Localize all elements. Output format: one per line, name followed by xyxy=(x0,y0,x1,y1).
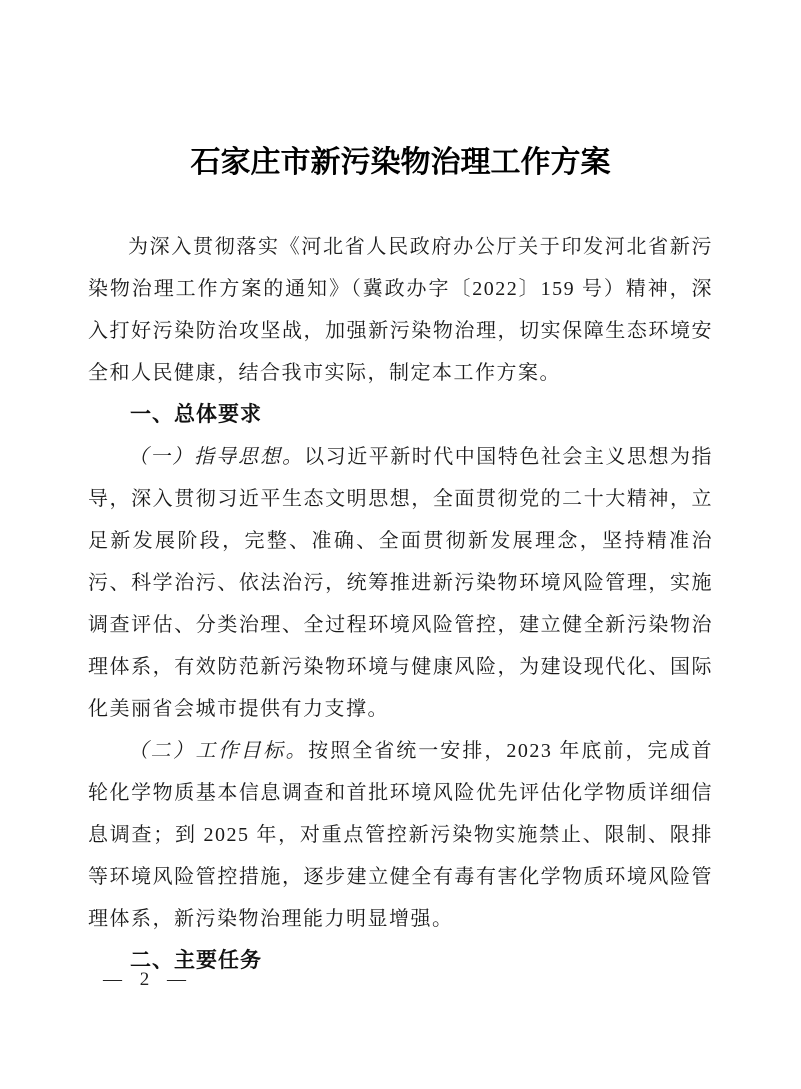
item-guiding-ideology-lead: （一）指导思想。 xyxy=(128,446,305,468)
section-heading-overall-requirements: 一、总体要求 xyxy=(130,403,262,426)
item-work-goals-lead: （二）工作目标。 xyxy=(128,740,309,762)
page-number: — 2 — xyxy=(103,969,188,990)
item-work-goals-body: 按照全省统一安排，2023 年底前，完成首轮化学物质基本信息调查和首批环境风险优先评估化学物质详细信息调查；到 2025 年，对重点管控新污染物实施禁止、限制、限排等环境风险管控措施，逐步建立健全有毒有害化学物质环境风险管理体系，新污染物治理能力明显增强。 xyxy=(88,740,714,930)
document-title: 石家庄市新污染物治理工作方案 xyxy=(190,146,611,179)
intro-paragraph: 为深入贯彻落实《河北省人民政府办公厅关于印发河北省新污染物治理工作方案的通知》（冀政办字〔2022〕159 号）精神，深入打好污染防治攻坚战，加强新污染物治理，切实保障生态环境安全和人民健康，结合我市实际，制定本工作方案。 xyxy=(88,236,713,384)
item-guiding-ideology xyxy=(88,436,713,730)
item-guiding-ideology-body: 以习近平新时代中国特色社会主义思想为指导，深入贯彻习近平生态文明思想，全面贯彻党的二十大精神，立足新发展阶段，完整、准确、全面贯彻新发展理念，坚持精准治污、科学治污、依法治污，统筹推进新污染物环境风险管理，实施调查评估、分类治理、全过程环境风险管控，建立健全新污染物治理体系，有效防范新污染物环境与健康风险，为建设现代化、国际化美丽省会城市提供有力支撑。 xyxy=(88,446,714,720)
section-heading-main-tasks: 二、主要任务 xyxy=(130,949,262,972)
item-work-goals xyxy=(88,730,713,940)
